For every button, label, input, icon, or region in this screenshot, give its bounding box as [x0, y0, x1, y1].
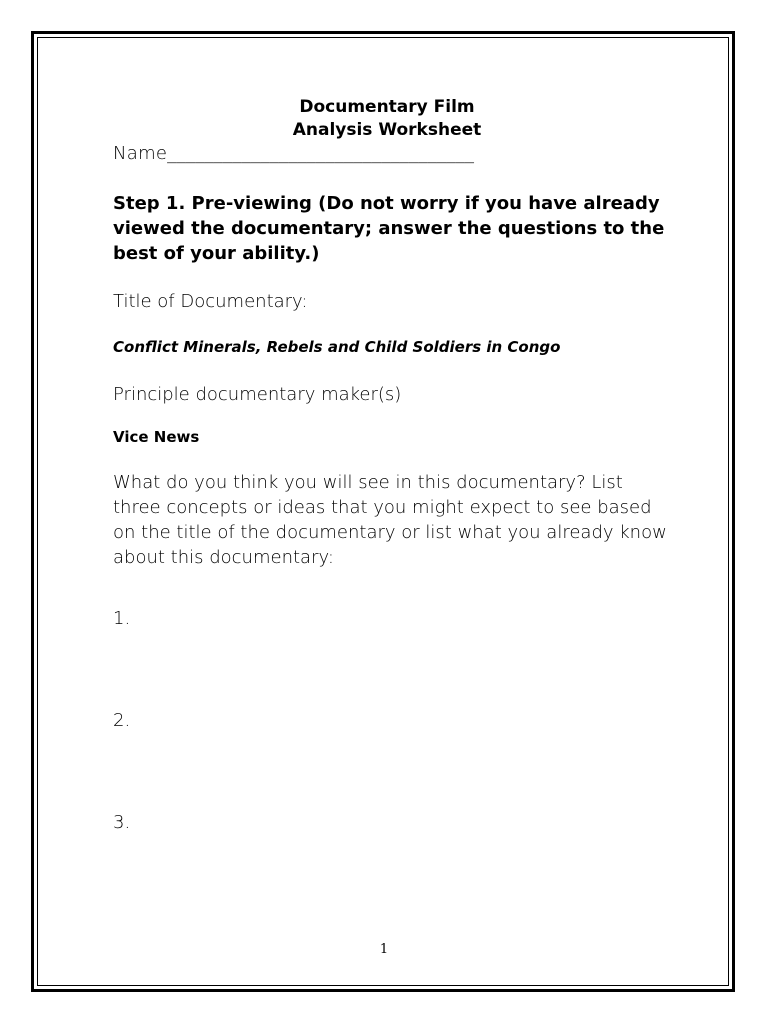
worksheet-content	[113, 96, 673, 835]
page-number: 1	[379, 942, 389, 957]
title-line-1: Documentary Film	[299, 97, 475, 117]
title-of-documentary-label: Title of Documentary:	[113, 291, 308, 312]
title-line-2: Analysis Worksheet	[292, 120, 482, 140]
documentary-maker-value: Vice News	[113, 428, 200, 446]
name-field-label: Name_________________________________	[113, 143, 475, 164]
list-item-2: 2.	[113, 710, 131, 731]
documentary-title: Conflict Minerals, Rebels and Child Soldiers in Congo	[113, 338, 561, 356]
documentary-maker-label: Principle documentary maker(s)	[113, 384, 402, 405]
step-1-heading: Step 1. Pre-viewing (Do not worry if you have already viewed the documentary; answer the questions to the best of your ability.)	[113, 193, 665, 264]
worksheet-title	[113, 96, 661, 142]
list-item-3: 3.	[113, 812, 131, 833]
expectation-question: What do you think you will see in this documentary? List three concepts or ideas that you might expect to see based on the title of the documentary or list what you already know about this documentary:	[113, 472, 667, 568]
list-item-1: 1.	[113, 608, 131, 629]
